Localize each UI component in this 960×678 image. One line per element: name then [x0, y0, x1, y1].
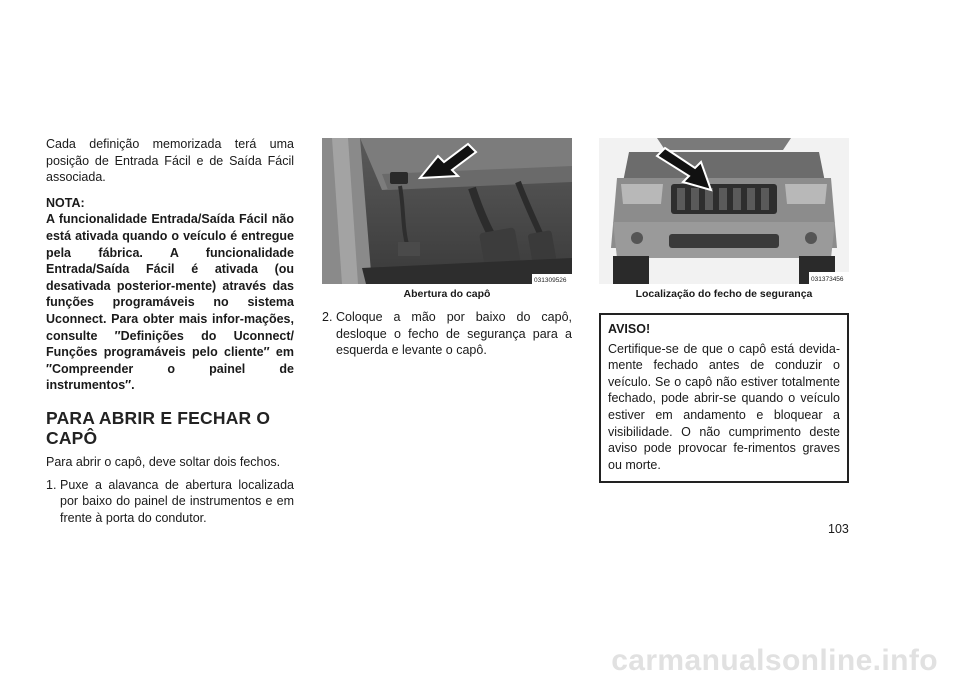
step-2-number: 2. [322, 310, 333, 324]
intro-paragraph: Cada definição memorizada terá uma posição de Entrada Fácil e de Saída Fácil associada. [46, 137, 294, 185]
photo-code-1: 031309526 [534, 277, 567, 284]
step-1 [46, 477, 294, 527]
watermark: carmanualsonline.info [611, 644, 938, 677]
photo-caption-2: Localização do fecho de segurança [635, 288, 813, 300]
step-2 [322, 309, 572, 359]
note-title: NOTA: [46, 195, 85, 210]
photo-caption-1: Abertura do capô [403, 288, 491, 300]
warning-box [599, 313, 849, 483]
right-column [599, 138, 849, 483]
section-heading: PARA ABRIR E FECHAR O CAPÔ [46, 407, 271, 448]
warning-title: AVISO! [608, 322, 651, 336]
middle-column [322, 138, 572, 359]
photo-code-2: 031373456 [811, 276, 844, 283]
page-number: 103 [828, 522, 849, 536]
safety-catch-photo [599, 138, 849, 284]
warning-text: Certifique-se de que o capô está devida-mente fechado antes de conduzir o veículo. Se o capô não estiver totalmente fechado, pode abrir-se quando o veículo estiver em andamento e bloquear a visibilidade. O não cumprimento deste aviso pode provocar fe-rimentos graves ou morte. [608, 341, 840, 472]
step-1-text: Puxe a alavanca de abertura localizada por baixo do painel de instrumentos e em frente à porta do condutor. [60, 477, 294, 525]
step-1-number: 1. [46, 477, 57, 492]
hood-release-photo [322, 138, 572, 284]
note-body: A funcionalidade Entrada/Saída Fácil não está ativada quando o veículo é entregue pela fábrica. A funcionalidade Entrada/Saída Fácil é ativada (ou desativada posterior-mente) através das funções programáveis no sistema Uconnect. Para obter mais infor-mações, consulte ″Definições do Uconnect/ Funções programáveis pelo cliente″ em ″Compreender o painel de instrumentos″. [46, 212, 294, 393]
left-column [46, 136, 294, 526]
step-2-text: Coloque a mão por baixo do capô, desloque o fecho de segurança para a esquerda e levante o capô. [336, 310, 572, 358]
section-intro: Para abrir o capô, deve soltar dois fechos. [46, 454, 281, 469]
